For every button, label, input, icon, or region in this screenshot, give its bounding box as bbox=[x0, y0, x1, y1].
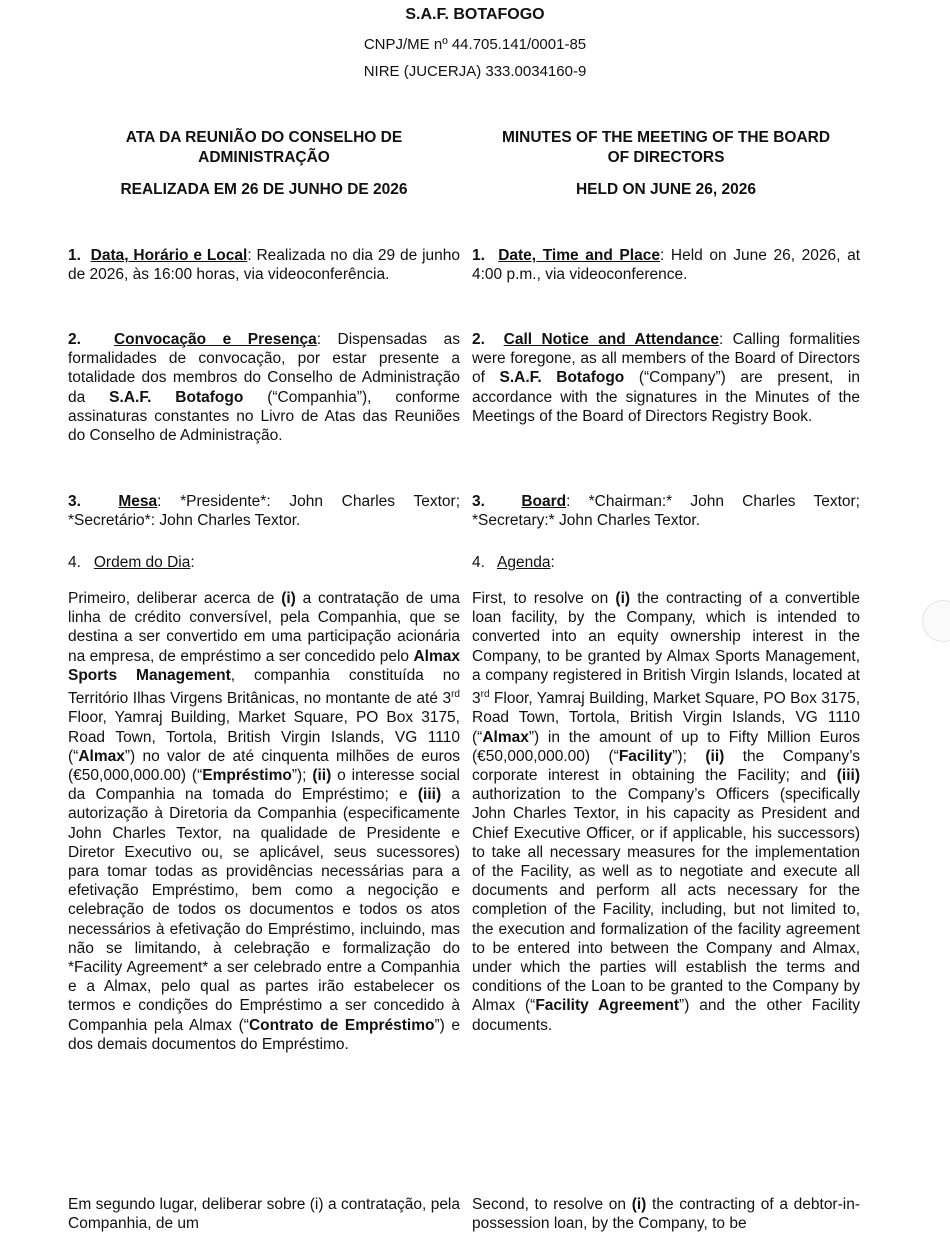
pt-s3-heading: Mesa bbox=[118, 493, 158, 510]
pt-s3-number: 3. bbox=[68, 493, 81, 510]
superscript: rd bbox=[451, 689, 460, 701]
pt-agenda-paragraph-2: Em segundo lugar, deliberar sobre (i) a contratação, pela Companhia, de um bbox=[68, 1196, 460, 1233]
en-s2-number: 2. bbox=[472, 331, 485, 348]
cnpj: CNPJ/ME nº 44.705.141/0001-85 bbox=[363, 36, 587, 53]
pt-s1-heading: Data, Horário e Local bbox=[90, 247, 248, 264]
pt-section-4-heading bbox=[68, 553, 460, 572]
defined-term: Facility Agreement bbox=[535, 997, 680, 1015]
pt-s4-colon: : bbox=[190, 554, 195, 571]
nire: NIRE (JUCERJA) 333.0034160-9 bbox=[363, 63, 587, 80]
text-run: the contracting of a debtor-in-possession loan, by the Company, to be bbox=[472, 1196, 860, 1233]
en-s2-company: S.A.F. Botafogo bbox=[499, 369, 625, 387]
company-name: S.A.F. BOTAFOGO bbox=[405, 6, 545, 23]
pt-s2-heading: Convocação e Presença bbox=[113, 331, 317, 348]
pt-title-line-2: ADMINISTRAÇÃO bbox=[198, 149, 330, 166]
pt-title-line-3: REALIZADA EM 26 DE JUNHO DE 2026 bbox=[120, 181, 408, 198]
en-section-4-heading bbox=[472, 553, 860, 572]
text-run: Floor, Yamraj Building, Market Square, PO Box 3175, Road Town, Tortola, British Virgin Islands, VG 1110 (“ bbox=[472, 690, 860, 746]
superscript: rd bbox=[480, 689, 490, 701]
item-marker: (ii) bbox=[312, 766, 332, 784]
en-s2-heading: Call Notice and Attendance bbox=[503, 331, 719, 348]
en-s3-number: 3. bbox=[472, 493, 485, 510]
en-s3-heading: Board bbox=[521, 493, 567, 510]
en-section-2 bbox=[472, 330, 860, 426]
pt-section-1 bbox=[68, 246, 460, 284]
pt-agenda-paragraph-1 bbox=[68, 589, 460, 1054]
item-marker: (iii) bbox=[836, 766, 860, 784]
en-s3-text: : *Chairman:* John Charles Textor; *Secretary:* John Charles Textor. bbox=[472, 493, 860, 530]
text-run: ”) and the other Facility documents. bbox=[472, 997, 861, 1034]
defined-term: Empréstimo bbox=[202, 766, 292, 784]
text-run: ”) no valor de até cinquenta milhões de euros (€50,000,000.00) (“ bbox=[68, 747, 460, 784]
en-s4-heading: Agenda bbox=[497, 554, 551, 571]
text-run: ”) in the amount of up to Fifty Million Euros (€50,000,000.00) (“ bbox=[472, 728, 860, 765]
text-run: , companhia constituída no Território Ilhas Virgens Britânicas, no montante de até 3 bbox=[68, 666, 461, 708]
text-run: ”) e dos demais documentos do Empréstimo. bbox=[68, 1016, 461, 1053]
pt-s2-number: 2. bbox=[68, 331, 81, 348]
en-s1-heading: Date, Time and Place bbox=[498, 247, 660, 264]
item-marker: (i) bbox=[631, 1196, 647, 1213]
text-run: Second, to resolve on bbox=[472, 1196, 632, 1213]
en-section-3 bbox=[472, 492, 860, 530]
pt-title-line-1: ATA DA REUNIÃO DO CONSELHO DE bbox=[125, 129, 403, 146]
pt-s4-number: 4. bbox=[68, 554, 81, 571]
en-agenda-paragraph-2 bbox=[472, 1195, 860, 1233]
en-s2-text-a: : Calling formalities were foregone, as all members of the Board of Directors of bbox=[472, 331, 860, 387]
defined-term: Contrato de Empréstimo bbox=[248, 1016, 435, 1034]
en-title-line-2: OF DIRECTORS bbox=[607, 149, 725, 166]
item-marker: (i) bbox=[615, 590, 631, 607]
text-run: ”); bbox=[672, 747, 706, 765]
text-run: Primeiro, deliberar acerca de bbox=[68, 590, 282, 607]
pt-section-2 bbox=[68, 330, 460, 445]
en-s4-number: 4. bbox=[472, 554, 485, 571]
defined-term: Almax bbox=[482, 728, 529, 746]
text-run: the Company’s corporate interest in obtaining the Facility; and bbox=[472, 747, 860, 784]
defined-term: Almax bbox=[78, 747, 125, 765]
defined-term: Facility bbox=[618, 747, 673, 765]
text-run: a contratação de uma linha de crédito conversível, pela Companhia, que se destina a ser convertido em uma participação acionária na empresa, de empréstimo a ser concedido pelo bbox=[68, 590, 460, 665]
item-marker: (i) bbox=[281, 590, 296, 607]
text-run: First, to resolve on bbox=[472, 590, 616, 607]
en-agenda-paragraph-1 bbox=[472, 589, 860, 1035]
en-s4-colon: : bbox=[550, 554, 555, 571]
pt-s2-text-a: : Dispensadas as formalidades de convocação, por estar presente a totalidade dos membros do Conselho de Administração da bbox=[68, 331, 460, 406]
text-run: ”); bbox=[291, 766, 313, 784]
en-s2-text-b: (“Company”) are present, in accordance with the signatures in the Minutes of the Meetings of the Board of Directors Registry Book. bbox=[472, 369, 860, 425]
text-run: the contracting of a convertible loan facility, by the Company, which is intended to converted into an equity ownership interest in the Company, to be granted by Almax Sports Management, a company registered in British Virgin Islands, located at 3 bbox=[472, 590, 860, 708]
item-marker: (iii) bbox=[417, 786, 442, 804]
en-title-line-3: HELD ON JUNE 26, 2026 bbox=[575, 181, 757, 198]
text-run: Floor, Yamraj Building, Market Square, PO Box 3175, Road Town, Tortola, British Virgin Islands, VG 1110 (“ bbox=[68, 709, 460, 765]
pt-s2-company: S.A.F. Botafogo bbox=[109, 388, 244, 406]
text-run: o interesse social da Companhia na tomada do Empréstimo; e bbox=[68, 766, 461, 804]
text-run: authorization to the Company’s Officers (specifically John Charles Textor, in his capacity as President and Chief Executive Officer, or if applicable, his successors) to take all necessary measures for the implementation of the Facility, as well as to negotiate and execute all documents and perform all acts necessary for the completion of the Facility, including, but not limited to, the execution and formalization of the facility agreement to be entered into between the Company and Almax, under which the parties will establish the terms and conditions of the Loan to be granted to the Company by Almax (“ bbox=[472, 786, 860, 1015]
pt-s2-text-b: (“Companhia”), conforme assinaturas constantes no Livro de Atas das Reuniões do Conselho de Administração. bbox=[68, 388, 460, 445]
pt-section-3 bbox=[68, 492, 460, 530]
en-s1-text: : Held on June 26, 2026, at 4:00 p.m., via videoconference. bbox=[472, 247, 861, 284]
pt-s1-number: 1. bbox=[68, 247, 81, 264]
en-s1-number: 1. bbox=[472, 247, 485, 264]
pt-s1-text: : Realizada no dia 29 de junho de 2026, às 16:00 horas, via videoconferência. bbox=[68, 247, 460, 284]
pt-s3-text: : *Presidente*: John Charles Textor; *Secretário*: John Charles Textor. bbox=[68, 493, 460, 530]
pt-s4-heading: Ordem do Dia bbox=[93, 554, 191, 571]
scroll-handle[interactable] bbox=[922, 600, 950, 642]
en-section-1 bbox=[472, 246, 860, 284]
en-title-line-1: MINUTES OF THE MEETING OF THE BOARD bbox=[501, 129, 831, 146]
item-marker: (ii) bbox=[705, 747, 725, 765]
text-run: a autorização à Diretoria da Companhia (especificamente John Charles Textor, na qualidade de Presidente e Diretor Executivo ou, se aplicável, seus sucessores) para tomar todas as providências necessárias para a efetivação Empréstimo, bem como a negocição e celebração de todos os documentos e todos os atos necessários à efetivação do Empréstimo, incluindo, mas não se limitando, à celebração e formalização do *Facility Agreement* a ser celebrado entre a Companhia e a Almax, pelo qual as partes irão estabelecer os termos e condições do Empréstimo a ser concedido à Companhia pela Almax (“ bbox=[68, 786, 460, 1034]
lender-name: Almax Sports Management bbox=[68, 647, 460, 684]
